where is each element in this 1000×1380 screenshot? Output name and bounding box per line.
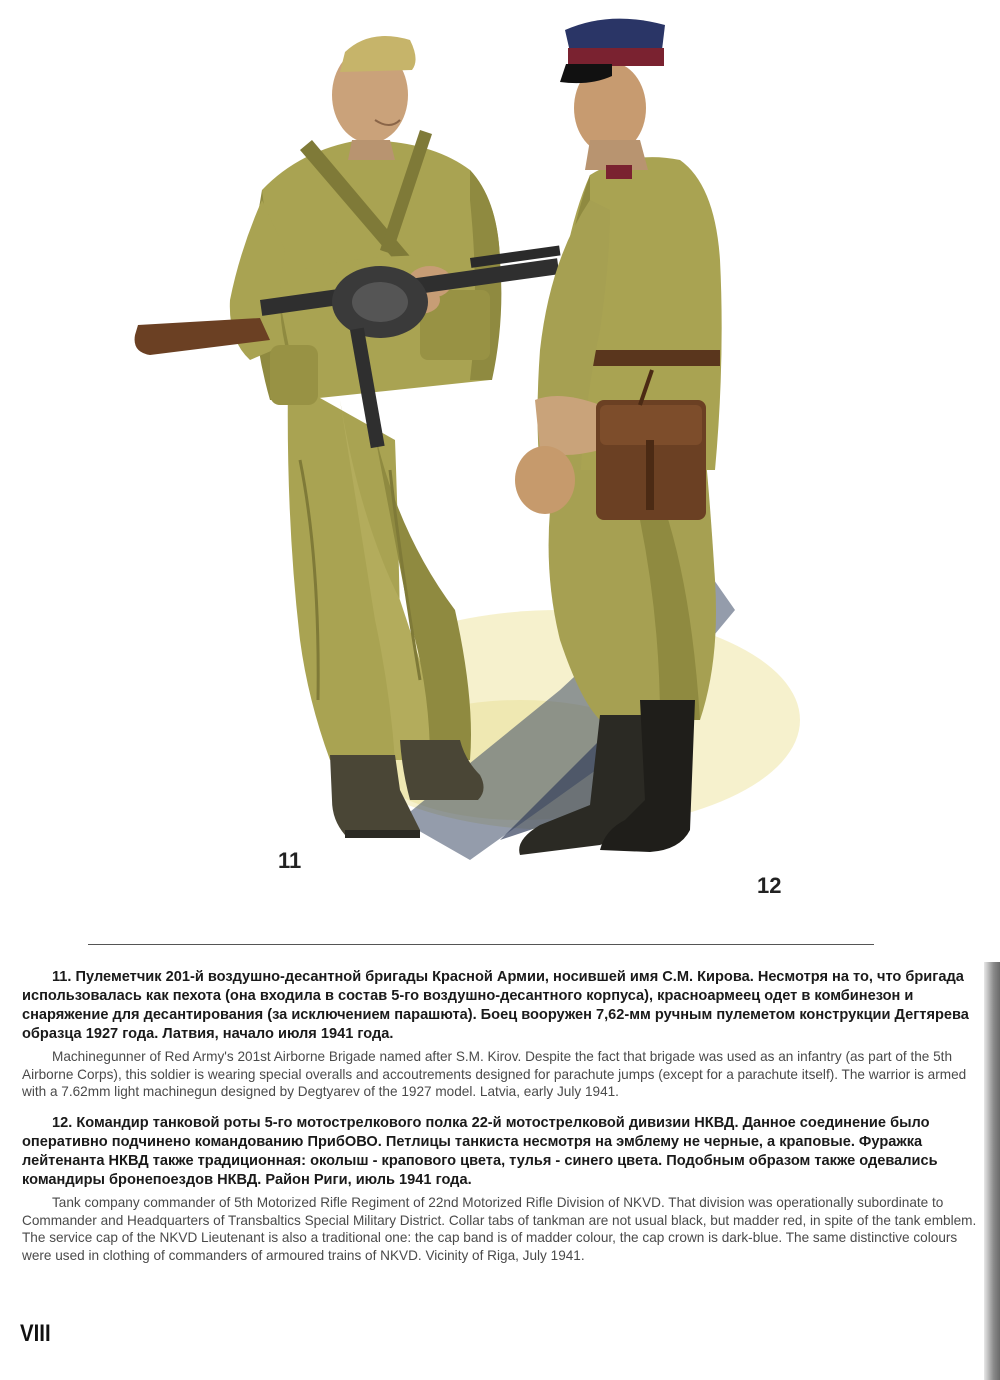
caption-12 [22,1114,977,1264]
figure-label-12: 12 [757,873,782,898]
figure-label-11: 11 [278,848,302,873]
page-number: VIII [20,1320,51,1347]
caption-11-english: Machinegunner of Red Army's 201st Airborne Brigade named after S.M. Kirov. Despite the fact that brigade was used as an infantry (as part of the 5th Airborne Corps), this soldier is wearing special overalls and accoutrements designed for parachute jumps (except for a parachute itself). The warrior is armed with a 7.62mm light machinegun designed by Degtyarev of the 1927 model. Latvia, early July 1941. [22,1049,967,1099]
caption-12-english: Tank company commander of 5th Motorized Rifle Regiment of 22nd Motorized Rifle Division of NKVD. That division was operationally subordinate to Commander and Headquarters of Transbaltics Special Military District. Collar tabs of tankman are not usual black, but madder red, in spite of the tank emblem. The service cap of the NKVD Lieutenant is also a traditional one: the cap band is of madder colour, the cap crown is dark-blue. The same distinctive colours were used in clothing of commanders of armoured trains of NKVD. Vicinity of Riga, July 1941. [22,1195,977,1263]
caption-divider [88,944,874,945]
caption-12-russian: 12. Командир танковой роты 5-го мотострелкового полка 22-й мотострелковой дивизии НКВД. Данное соединение было оперативно подчинено командованию ПрибОВО. Петлицы танкиста несмотря на эмблему не черные, а краповые. Фуражка лейтенанта НКВД также традиционная: околыш - крапового цвета, тулья - синего цвета. Подобным образом также одевались командиры бронепоездов НКВД. Район Риги, июль 1941 года. [22,1115,938,1188]
caption-11 [22,968,977,1101]
caption-11-russian: 11. Пулеметчик 201-й воздушно-десантной бригады Красной Армии, носившей имя С.М. Кирова. Несмотря на то, что бригада использовалась как пехота (она входила в состав 5-го воздушно-десантного корпуса), красноармеец одет в комбинезон и снаряжение для десантирования (за исключением парашюта). Боец вооружен 7,62-мм ручным пулеметом конструкции Дегтярева образца 1927 года. Латвия, начало июля 1941 года. [22,969,969,1042]
page-edge-shadow [984,962,1000,1380]
